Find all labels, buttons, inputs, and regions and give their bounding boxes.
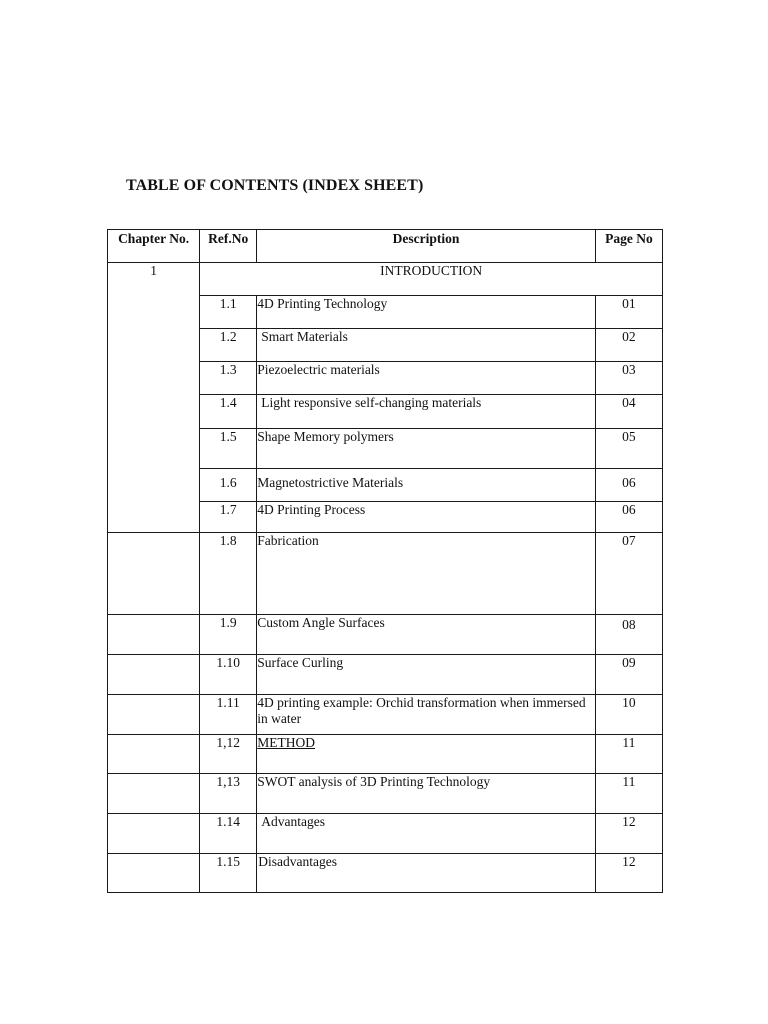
description: Fabrication — [257, 533, 596, 615]
table-row — [108, 774, 663, 814]
ref-number: 1.3 — [200, 362, 257, 395]
chapter-cell-empty — [108, 854, 200, 893]
header-ref: Ref.No — [200, 230, 257, 263]
chapter-cell-empty — [108, 615, 200, 655]
header-chapter: Chapter No. — [108, 230, 200, 263]
page-number: 04 — [595, 395, 662, 429]
description-cell — [257, 735, 596, 774]
table-row — [108, 814, 663, 854]
ref-number: 1.4 — [200, 395, 257, 429]
page-number: 12 — [595, 814, 662, 854]
table-row — [108, 655, 663, 695]
page-number: 08 — [595, 615, 662, 655]
page-number: 11 — [595, 735, 662, 774]
description: 4D Printing Technology — [257, 296, 596, 329]
table-row — [108, 695, 663, 735]
chapter-cell-empty — [108, 533, 200, 615]
ref-number: 1.9 — [200, 615, 257, 655]
page-number: 05 — [595, 429, 662, 469]
ref-number: 1.14 — [200, 814, 257, 854]
description: Custom Angle Surfaces — [257, 615, 596, 655]
description: Surface Curling — [257, 655, 596, 695]
table-row — [108, 615, 663, 655]
ref-number: 1,13 — [200, 774, 257, 814]
section-title: INTRODUCTION — [200, 263, 663, 296]
table-row — [108, 735, 663, 774]
chapter-cell-empty — [108, 695, 200, 735]
chapter-number: 1 — [108, 263, 200, 533]
chapter-cell-empty — [108, 655, 200, 695]
page-number: 09 — [595, 655, 662, 695]
header-row — [108, 230, 663, 263]
page-number: 01 — [595, 296, 662, 329]
description: Magnetostrictive Materials — [257, 469, 596, 502]
contents-table — [107, 229, 663, 893]
ref-number: 1.5 — [200, 429, 257, 469]
description: Disadvantages — [257, 854, 596, 893]
description: 4D Printing Process — [257, 502, 596, 533]
ref-number: 1.1 — [200, 296, 257, 329]
ref-number: 1.15 — [200, 854, 257, 893]
page-number: 11 — [595, 774, 662, 814]
description: Advantages — [257, 814, 596, 854]
description: Light responsive self-changing materials — [257, 395, 596, 429]
ref-number: 1.11 — [200, 695, 257, 735]
chapter-cell-empty — [108, 735, 200, 774]
ref-number: 1.6 — [200, 469, 257, 502]
description: METHOD — [257, 735, 315, 750]
ref-number: 1,12 — [200, 735, 257, 774]
table-row — [108, 854, 663, 893]
section-row — [108, 263, 663, 296]
page-number: 03 — [595, 362, 662, 395]
page-number: 10 — [595, 695, 662, 735]
table-row — [108, 533, 663, 615]
description: 4D printing example: Orchid transformation when immersed in water — [257, 695, 596, 735]
description: Shape Memory polymers — [257, 429, 596, 469]
page-number: 07 — [595, 533, 662, 615]
header-description: Description — [257, 230, 596, 263]
description: Piezoelectric materials — [257, 362, 596, 395]
page-number: 02 — [595, 329, 662, 362]
ref-number: 1.7 — [200, 502, 257, 533]
page-number: 06 — [595, 469, 662, 502]
header-page: Page No — [595, 230, 662, 263]
page-number: 12 — [595, 854, 662, 893]
ref-number: 1.8 — [200, 533, 257, 615]
description: SWOT analysis of 3D Printing Technology — [257, 774, 596, 814]
page-number: 06 — [595, 502, 662, 533]
page-title: TABLE OF CONTENTS (INDEX SHEET) — [126, 177, 424, 194]
chapter-cell-empty — [108, 814, 200, 854]
description: Smart Materials — [257, 329, 596, 362]
ref-number: 1.2 — [200, 329, 257, 362]
chapter-cell-empty — [108, 774, 200, 814]
ref-number: 1.10 — [200, 655, 257, 695]
